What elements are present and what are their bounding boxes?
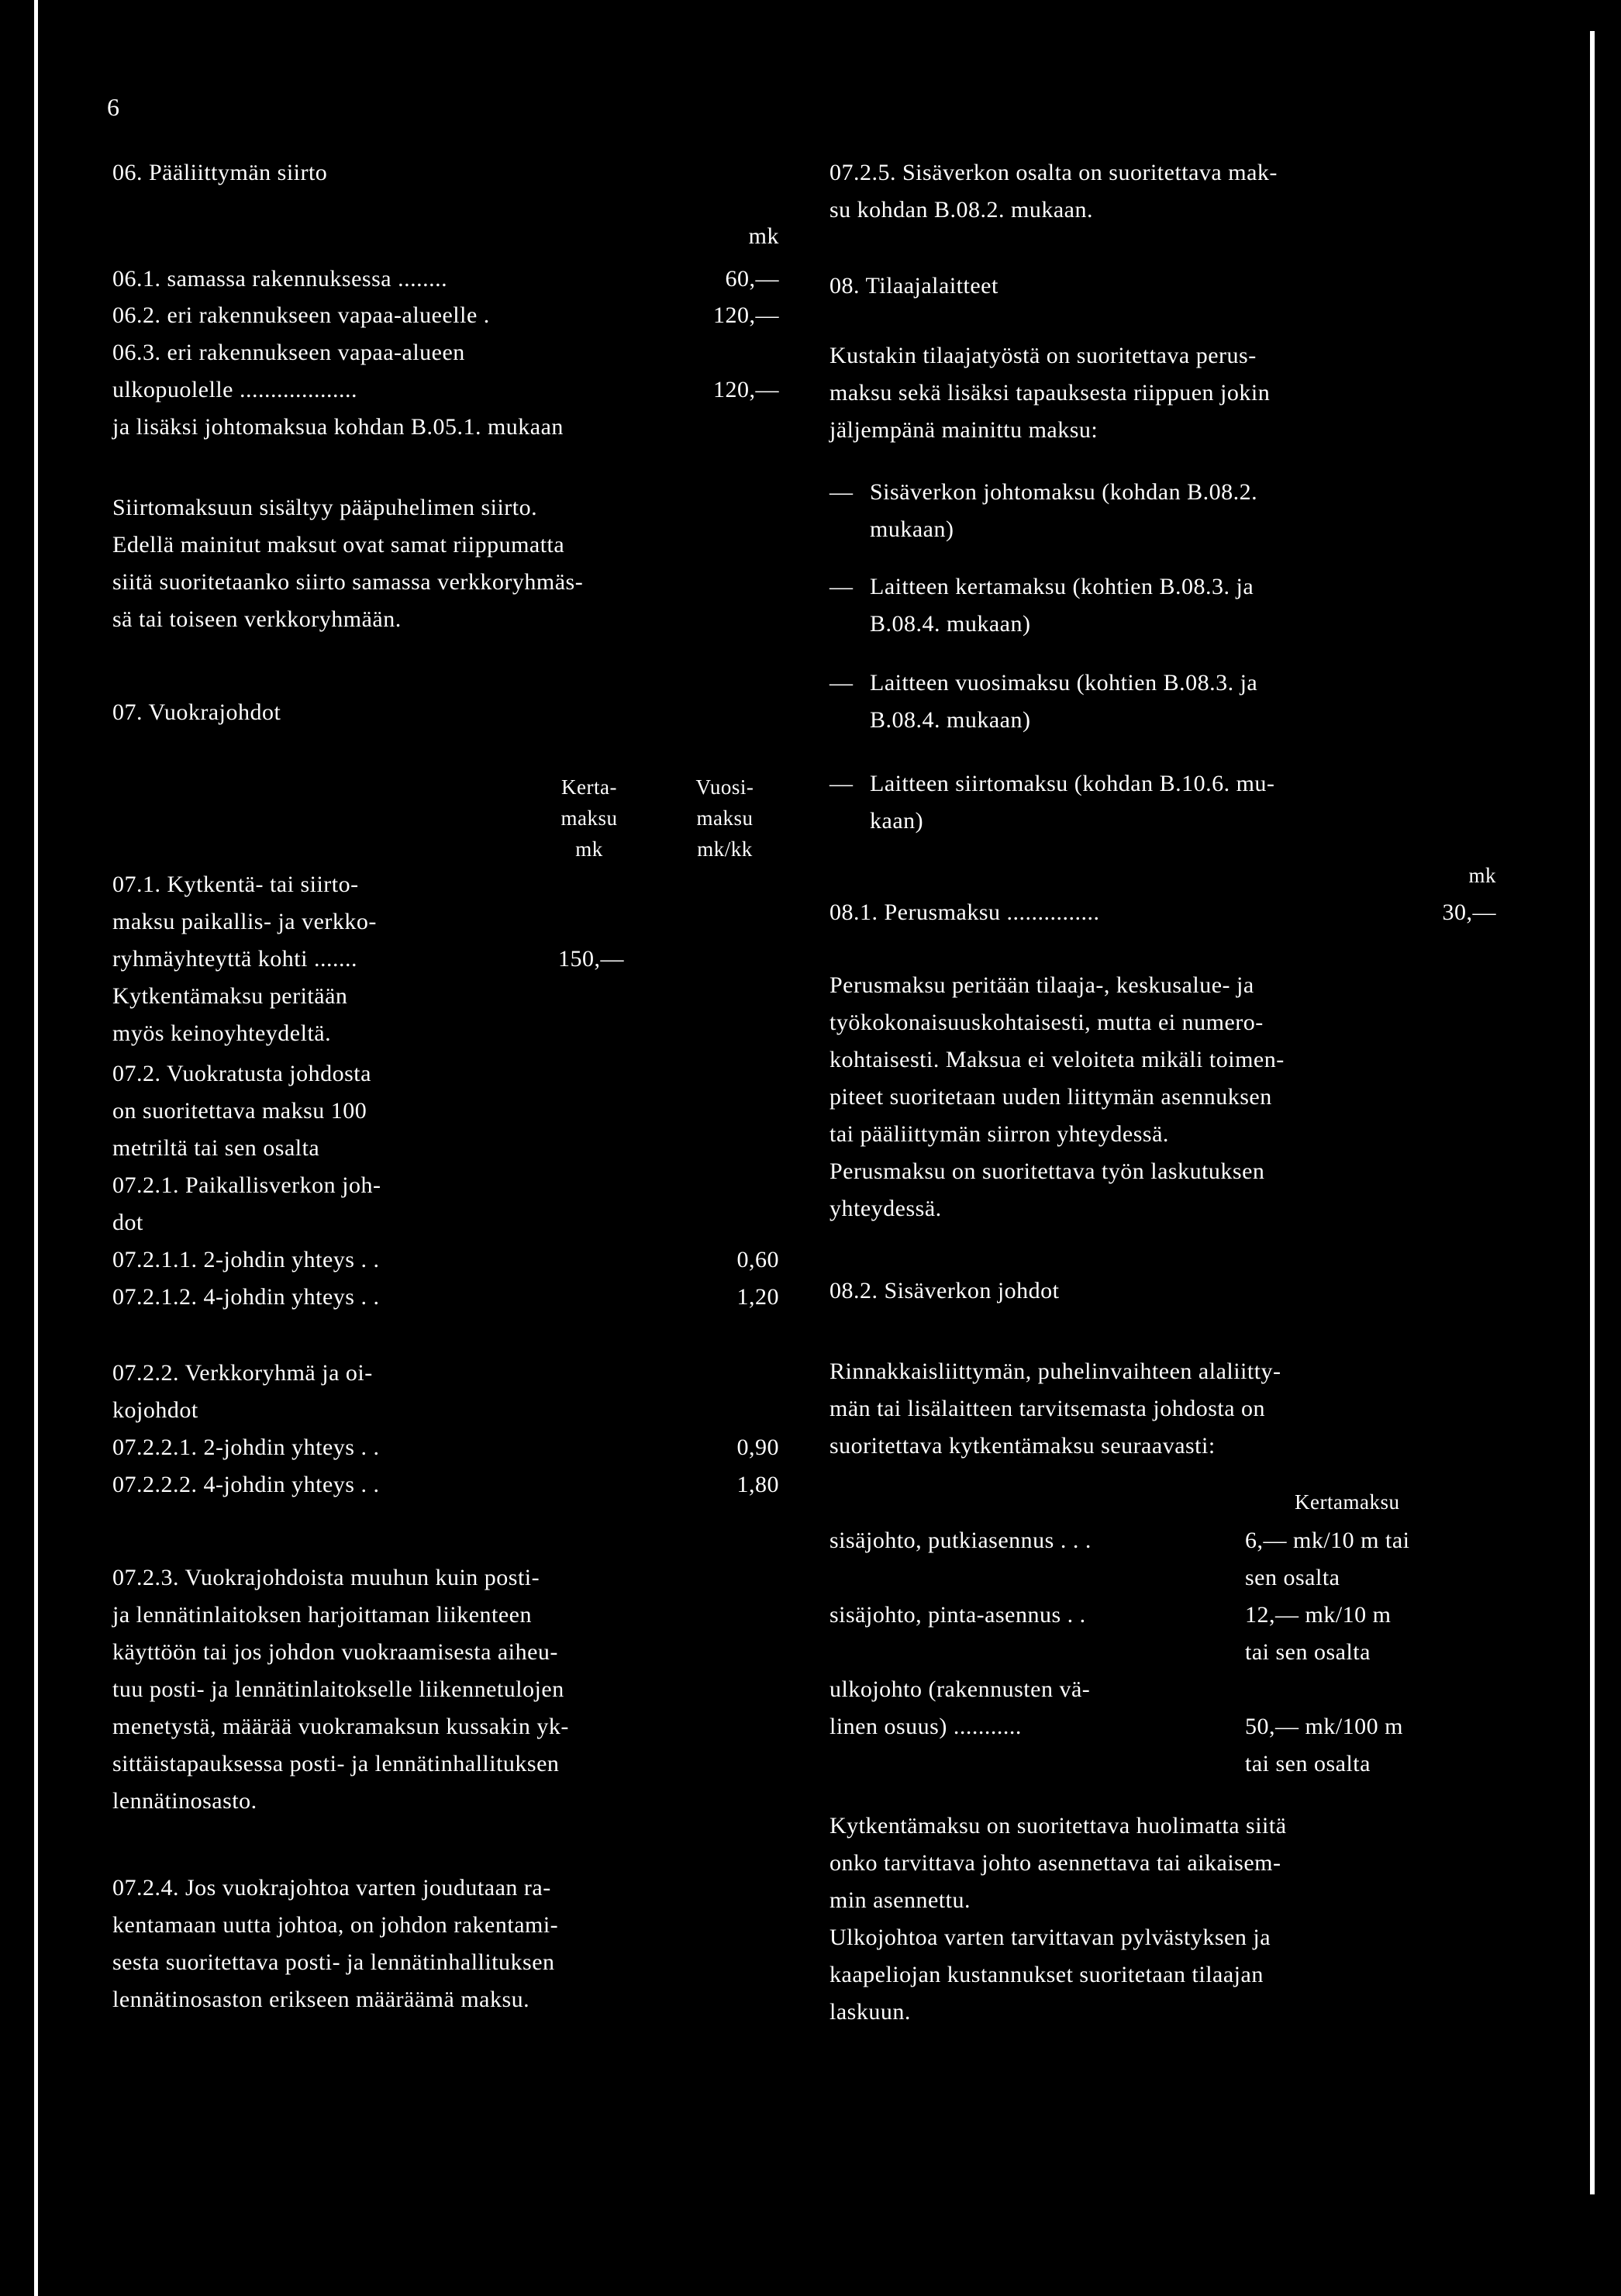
col-header-vuosi-2: maksu (696, 806, 754, 830)
table-row-3-label-2: linen osuus) ........... (829, 1714, 1022, 1739)
para-08-line-2: maksu sekä lisäksi tapauksesta riippuen jokin (829, 380, 1271, 406)
item-07-2-3-line-2: ja lennätinlaitoksen harjoittaman liikenteen (112, 1602, 532, 1628)
table-row-3-value-2: tai sen osalta (1245, 1751, 1371, 1776)
section-06-heading: 06. Pääliittymän siirto (112, 160, 328, 185)
para-kytk-line-5: kaapeliojan kustannukset suoritetaan tilaajan (829, 1962, 1264, 1987)
list-dash-4: — (829, 771, 854, 796)
table-row-2-value-1: 12,— mk/10 m (1245, 1602, 1392, 1628)
page-number: 6 (107, 93, 120, 121)
col-header-kerta-1: Kerta- (561, 775, 617, 799)
item-07-2-1-2-label: 07.2.1.2. 4-johdin yhteys . . (112, 1284, 380, 1310)
row-06-1-label: 06.1. samassa rakennuksessa ........ (112, 266, 448, 292)
item-07-2-2-line-2: kojohdot (112, 1397, 198, 1423)
item-07-2-4-line-1: 07.2.4. Jos vuokrajohtoa varten joudutaan ra- (112, 1875, 551, 1901)
para-rinn-line-1: Rinnakkaisliittymän, puhelinvaihteen alaliitty- (829, 1359, 1281, 1384)
section-08-2-heading: 08.2. Sisäverkon johdot (829, 1278, 1060, 1303)
para-kytk-line-1: Kytkentämaksu on suoritettava huolimatta siitä (829, 1813, 1287, 1839)
item-07-2-2-2-label: 07.2.2.2. 4-johdin yhteys . . (112, 1472, 380, 1497)
col-header-vuosi-1: Vuosi- (695, 775, 754, 799)
para-perus-line-5: tai pääliittymän siirron yhteydessä. (829, 1121, 1169, 1147)
perusmaksu-label: 08.1. Perusmaksu ............... (829, 899, 1100, 925)
item-07-1-line-1: 07.1. Kytkentä- tai siirto- (112, 872, 359, 897)
row-06-2-value: 120,— (713, 302, 779, 328)
list-item-4-line-1: Laitteen siirtomaksu (kohdan B.10.6. mu- (870, 771, 1275, 796)
item-07-2-1-2-value: 1,20 (736, 1284, 779, 1310)
list-item-2-line-2: B.08.4. mukaan) (870, 611, 1031, 637)
item-07-2-2-1-label: 07.2.2.1. 2-johdin yhteys . . (112, 1435, 380, 1460)
list-item-4-line-2: kaan) (870, 808, 924, 834)
col-header-kerta-2: maksu (560, 806, 618, 830)
para-perus-line-7: yhteydessä. (829, 1196, 942, 1221)
kertamaksu-header: Kertamaksu (1295, 1490, 1400, 1514)
section-08-heading: 08. Tilaajalaitteet (829, 273, 998, 299)
item-07-2-2-2-value: 1,80 (736, 1472, 779, 1497)
para-kytk-line-3: min asennettu. (829, 1887, 971, 1913)
list-item-1-line-1: Sisäverkon johtomaksu (kohdan B.08.2. (870, 479, 1258, 505)
row-06-3-label: 06.3. eri rakennukseen vapaa-alueen (112, 340, 465, 365)
item-07-2-line-2: on suoritettava maksu 100 (112, 1098, 367, 1124)
list-item-2-line-1: Laitteen kertamaksu (kohtien B.08.3. ja (870, 574, 1254, 599)
scan-border-right (1590, 31, 1595, 2194)
table-row-1-value-1: 6,— mk/10 m tai (1245, 1528, 1410, 1553)
table-row-1-label: sisäjohto, putkiasennus . . . (829, 1528, 1092, 1553)
item-07-2-3-line-1: 07.2.3. Vuokrajohdoista muuhun kuin posti- (112, 1565, 540, 1590)
item-07-2-5-line-1: 07.2.5. Sisäverkon osalta on suoritettava mak- (829, 160, 1278, 185)
item-07-2-2-1-value: 0,90 (736, 1435, 779, 1460)
item-07-2-line-3: metriltä tai sen osalta (112, 1135, 320, 1161)
item-07-2-5-line-2: su kohdan B.08.2. mukaan. (829, 197, 1093, 223)
perusmaksu-value: 30,— (1442, 899, 1496, 925)
list-dash-2: — (829, 574, 854, 599)
para-kytk-line-6: laskuun. (829, 1999, 911, 2025)
para-perus-line-2: työkokonaisuuskohtaisesti, mutta ei numero- (829, 1010, 1264, 1035)
para-08-line-1: Kustakin tilaajatyöstä on suoritettava perus- (829, 343, 1257, 368)
item-07-1-line-3: ryhmäyhteyttä kohti ....... (112, 946, 357, 972)
para-perus-line-4: piteet suoritetaan uuden liittymän asennuksen (829, 1084, 1272, 1110)
list-item-3-line-2: B.08.4. mukaan) (870, 707, 1031, 733)
item-07-1-line-5: myös keinoyhteydeltä. (112, 1020, 332, 1046)
item-07-2-line-1: 07.2. Vuokratusta johdosta (112, 1061, 371, 1086)
item-07-2-4-line-4: lennätinosaston erikseen määräämä maksu. (112, 1987, 530, 2012)
para-perus-line-6: Perusmaksu on suoritettava työn laskutuksen (829, 1158, 1265, 1184)
item-07-2-4-line-3: sesta suoritettava posti- ja lennätinhallituksen (112, 1949, 555, 1975)
para-kytk-line-2: onko tarvittava johto asennettava tai aikaisem- (829, 1850, 1281, 1876)
para-perus-line-3: kohtaisesti. Maksua ei veloiteta mikäli toimen- (829, 1047, 1285, 1072)
para-06-line-4: sä tai toiseen verkkoryhmään. (112, 606, 402, 632)
para-rinn-line-2: män tai lisälaitteen tarvitsemasta johdosta on (829, 1396, 1266, 1421)
para-perus-line-1: Perusmaksu peritään tilaaja-, keskusalue- ja (829, 972, 1254, 998)
item-07-2-3-line-4: tuu posti- ja lennätinlaitokselle liikennetulojen (112, 1676, 564, 1702)
row-06-3-note: ja lisäksi johtomaksua kohdan B.05.1. mukaan (112, 414, 564, 440)
item-07-2-2-line-1: 07.2.2. Verkkoryhmä ja oi- (112, 1360, 373, 1386)
para-06-line-1: Siirtomaksuun sisältyy pääpuhelimen siirto. (112, 495, 538, 520)
list-dash-3: — (829, 670, 854, 696)
table-row-3-label-1: ulkojohto (rakennusten vä- (829, 1676, 1091, 1702)
table-row-1-value-2: sen osalta (1245, 1565, 1340, 1590)
item-07-2-1-line-1: 07.2.1. Paikallisverkon joh- (112, 1172, 381, 1198)
item-07-2-1-line-2: dot (112, 1210, 143, 1235)
col-header-vuosi-3: mk/kk (697, 837, 753, 861)
unit-mk: mk (748, 223, 779, 249)
item-07-2-4-line-2: kentamaan uutta johtoa, on johdon rakentami- (112, 1912, 559, 1938)
col-header-kerta-3: mk (575, 837, 603, 861)
scan-border-left (34, 0, 38, 2296)
item-07-2-1-1-label: 07.2.1.1. 2-johdin yhteys . . (112, 1247, 380, 1272)
row-06-1-value: 60,— (725, 266, 779, 292)
item-07-2-3-line-3: käyttöön tai jos johdon vuokraamisesta aiheu- (112, 1639, 558, 1665)
table-row-2-label: sisäjohto, pinta-asennus . . (829, 1602, 1086, 1628)
table-row-3-value-1: 50,— mk/100 m (1245, 1714, 1404, 1739)
row-06-2-label: 06.2. eri rakennukseen vapaa-alueelle . (112, 302, 490, 328)
item-07-2-3-line-5: menetystä, määrää vuokramaksun kussakin yk- (112, 1714, 569, 1739)
item-07-1-line-4: Kytkentämaksu peritään (112, 983, 348, 1009)
row-06-3-label-cont: ulkopuolelle ................... (112, 377, 357, 402)
section-07-heading: 07. Vuokrajohdot (112, 699, 281, 725)
row-06-3-value: 120,— (713, 377, 779, 402)
item-07-1-value: 150,— (558, 946, 624, 972)
item-07-2-1-1-value: 0,60 (736, 1247, 779, 1272)
list-item-3-line-1: Laitteen vuosimaksu (kohtien B.08.3. ja (870, 670, 1258, 696)
list-dash-1: — (829, 479, 854, 505)
para-kytk-line-4: Ulkojohtoa varten tarvittavan pylvästyksen ja (829, 1925, 1271, 1950)
item-07-1-line-2: maksu paikallis- ja verkko- (112, 909, 377, 934)
para-08-line-3: jäljempänä mainittu maksu: (829, 417, 1098, 443)
list-item-1-line-2: mukaan) (870, 516, 954, 542)
para-06-line-3: siitä suoritetaanko siirto samassa verkkoryhmäs- (112, 569, 584, 595)
para-06-line-2: Edellä mainitut maksut ovat samat riippumatta (112, 532, 565, 558)
unit-mk-right: mk (1468, 864, 1496, 887)
item-07-2-3-line-7: lennätinosasto. (112, 1788, 257, 1814)
para-rinn-line-3: suoritettava kytkentämaksu seuraavasti: (829, 1433, 1216, 1459)
item-07-2-3-line-6: sittäistapauksessa posti- ja lennätinhallituksen (112, 1751, 560, 1776)
table-row-2-value-2: tai sen osalta (1245, 1639, 1371, 1665)
